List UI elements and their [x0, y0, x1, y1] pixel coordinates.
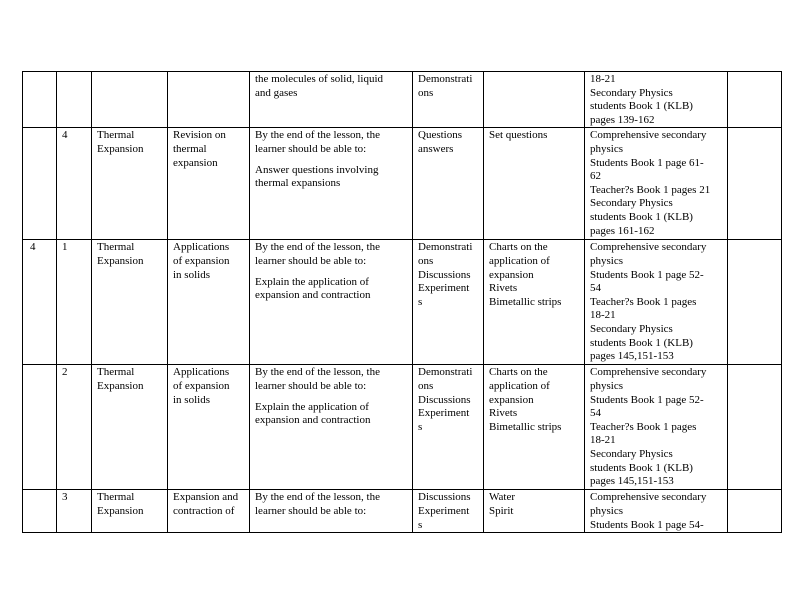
week-cell — [23, 365, 57, 490]
lesson-value: 3 — [62, 491, 68, 504]
topic-line: Expansion — [97, 254, 144, 267]
table-row — [23, 240, 782, 365]
resources-cell — [484, 72, 585, 128]
subtopic-cell — [168, 365, 250, 490]
week-cell — [23, 240, 57, 365]
references-line: Students Book 1 page 52- — [590, 393, 704, 406]
lesson-cell — [57, 490, 92, 533]
week-cell — [23, 72, 57, 128]
references-cell — [585, 365, 728, 490]
remarks-cell — [728, 490, 782, 533]
resources-line: expansion — [489, 393, 534, 406]
references-cell — [585, 128, 728, 240]
lesson-cell — [57, 128, 92, 240]
activities-cell — [413, 72, 484, 128]
objectives-cell — [250, 365, 413, 490]
topic-line: Expansion — [97, 142, 144, 155]
references-cell — [585, 72, 728, 128]
activities-line: ons — [418, 86, 434, 99]
topic-cell — [92, 240, 168, 365]
references-line: 18-21 — [590, 73, 616, 85]
resources-line: expansion — [489, 268, 534, 281]
activities-line: Experiment — [418, 282, 470, 295]
references-line: Comprehensive secondary — [590, 491, 707, 504]
objectives-line: Answer questions involving — [255, 163, 379, 176]
activities-line: Discussions — [418, 268, 471, 281]
lesson-value: 2 — [62, 366, 68, 379]
activities-line: ons — [418, 379, 434, 392]
lesson-cell — [57, 72, 92, 128]
references-line: 18-21 — [590, 309, 616, 322]
subtopic-line: Applications — [173, 366, 230, 379]
references-line: Students Book 1 page 54- — [590, 518, 704, 531]
references-line: 18-21 — [590, 434, 616, 447]
subtopic-cell — [168, 128, 250, 240]
activities-line: s — [418, 420, 423, 433]
table-row — [23, 128, 782, 240]
table-row — [23, 365, 782, 490]
lesson-cell — [57, 240, 92, 365]
topic-line: Thermal — [97, 366, 135, 379]
objectives-line: learner should be able to: — [255, 504, 367, 517]
references-line: Comprehensive secondary — [590, 129, 707, 142]
activities-line: Demonstrati — [418, 241, 473, 254]
references-line: Comprehensive secondary — [590, 241, 707, 254]
references-line: 62 — [590, 170, 601, 183]
references-line: physics — [590, 254, 623, 267]
paragraph-gap — [255, 394, 408, 401]
objectives-line: learner should be able to: — [255, 254, 367, 267]
references-line: pages 139-162 — [590, 113, 655, 126]
paragraph-gap — [255, 269, 408, 276]
activities-line: Experiment — [418, 504, 470, 517]
references-line: Students Book 1 page 61- — [590, 156, 704, 169]
resources-line: Charts on the — [489, 241, 548, 254]
resources-line: Charts on the — [489, 366, 548, 379]
activities-cell — [413, 240, 484, 365]
paragraph-gap — [255, 157, 408, 164]
references-line: physics — [590, 379, 623, 392]
topic-line: Expansion — [97, 504, 144, 517]
remarks-cell — [728, 240, 782, 365]
topic-line: Thermal — [97, 491, 135, 504]
objectives-line: By the end of the lesson, the — [255, 241, 380, 254]
remarks-cell — [728, 128, 782, 240]
activities-line: Demonstrati — [418, 73, 473, 85]
references-line: 54 — [590, 407, 601, 420]
topic-cell — [92, 72, 168, 128]
references-cell — [585, 490, 728, 533]
topic-cell — [92, 365, 168, 490]
references-line: Teacher?s Book 1 pages — [590, 420, 697, 433]
resources-cell — [484, 490, 585, 533]
activities-line: Questions — [418, 129, 462, 142]
topic-line: Thermal — [97, 129, 135, 142]
remarks-cell — [728, 365, 782, 490]
activities-line: Demonstrati — [418, 366, 473, 379]
resources-line: Rivets — [489, 407, 518, 420]
references-line: Comprehensive secondary — [590, 366, 707, 379]
subtopic-line: Applications — [173, 241, 230, 254]
subtopic-line: expansion — [173, 156, 218, 169]
references-line: Secondary Physics — [590, 322, 673, 335]
references-line: students Book 1 (KLB) — [590, 461, 693, 474]
references-line: Teacher?s Book 1 pages 21 — [590, 183, 711, 196]
references-line: 54 — [590, 282, 601, 295]
objectives-line: learner should be able to: — [255, 142, 367, 155]
activities-line: Experiment — [418, 407, 470, 420]
subtopic-cell — [168, 240, 250, 365]
objectives-line: expansion and contraction — [255, 289, 371, 302]
objectives-line: By the end of the lesson, the — [255, 366, 380, 379]
objectives-line: and gases — [255, 86, 298, 99]
week-cell — [23, 490, 57, 533]
references-line: pages 145,151-153 — [590, 350, 674, 363]
objectives-cell — [250, 490, 413, 533]
resources-line: Rivets — [489, 282, 518, 295]
references-cell — [585, 240, 728, 365]
subtopic-line: thermal — [173, 142, 207, 155]
activities-line: s — [418, 518, 423, 531]
resources-line: Spirit — [489, 504, 514, 517]
references-line: Secondary Physics — [590, 86, 673, 99]
subtopic-cell — [168, 490, 250, 533]
objectives-line: the molecules of solid, liquid — [255, 73, 384, 85]
resources-cell — [484, 365, 585, 490]
references-line: Secondary Physics — [590, 197, 673, 210]
activities-cell — [413, 128, 484, 240]
objectives-line: learner should be able to: — [255, 379, 367, 392]
objectives-cell — [250, 240, 413, 365]
objectives-line: Explain the application of — [255, 275, 369, 288]
objectives-line: By the end of the lesson, the — [255, 129, 380, 142]
subtopic-line: Expansion and — [173, 491, 239, 504]
subtopic-line: of expansion — [173, 379, 230, 392]
references-line: Students Book 1 page 52- — [590, 268, 704, 281]
resources-line: Bimetallic strips — [489, 295, 562, 308]
references-line: physics — [590, 142, 623, 155]
lesson-value: 1 — [62, 241, 68, 254]
subtopic-cell — [168, 72, 250, 128]
references-line: physics — [590, 504, 623, 517]
references-line: students Book 1 (KLB) — [590, 100, 693, 113]
references-line: students Book 1 (KLB) — [590, 210, 693, 223]
activities-line: s — [418, 295, 423, 308]
topic-cell — [92, 128, 168, 240]
objectives-line: By the end of the lesson, the — [255, 491, 380, 504]
references-line: students Book 1 (KLB) — [590, 336, 693, 349]
resources-cell — [484, 240, 585, 365]
objectives-line: expansion and contraction — [255, 414, 371, 427]
subtopic-line: of expansion — [173, 254, 230, 267]
lesson-cell — [57, 365, 92, 490]
objectives-line: Explain the application of — [255, 400, 369, 413]
resources-cell — [484, 128, 585, 240]
subtopic-line: contraction of — [173, 504, 235, 517]
references-line: pages 161-162 — [590, 224, 655, 237]
activities-line: ons — [418, 254, 434, 267]
subtopic-line: in solids — [173, 268, 210, 281]
activities-cell — [413, 490, 484, 533]
table-row — [23, 72, 782, 128]
week-value: 4 — [30, 241, 36, 254]
objectives-cell — [250, 72, 413, 128]
week-cell — [23, 128, 57, 240]
resources-line: application of — [489, 254, 550, 267]
references-line: pages 145,151-153 — [590, 475, 674, 488]
references-line: Teacher?s Book 1 pages — [590, 295, 697, 308]
remarks-cell — [728, 72, 782, 128]
topic-line: Thermal — [97, 241, 135, 254]
topic-line: Expansion — [97, 379, 144, 392]
resources-line: Water — [489, 491, 515, 504]
objectives-cell — [250, 128, 413, 240]
subtopic-line: in solids — [173, 393, 210, 406]
topic-cell — [92, 490, 168, 533]
resources-line: Bimetallic strips — [489, 420, 562, 433]
activities-line: Discussions — [418, 393, 471, 406]
activities-cell — [413, 365, 484, 490]
resources-line: application of — [489, 379, 550, 392]
lesson-value: 4 — [62, 129, 68, 142]
objectives-line: thermal expansions — [255, 177, 341, 190]
activities-line: answers — [418, 142, 454, 155]
subtopic-line: Revision on — [173, 129, 226, 142]
resources-line: Set questions — [489, 129, 548, 142]
references-line: Secondary Physics — [590, 447, 673, 460]
activities-line: Discussions — [418, 491, 471, 504]
scheme-of-work-table — [22, 71, 782, 533]
table-row — [23, 490, 782, 533]
